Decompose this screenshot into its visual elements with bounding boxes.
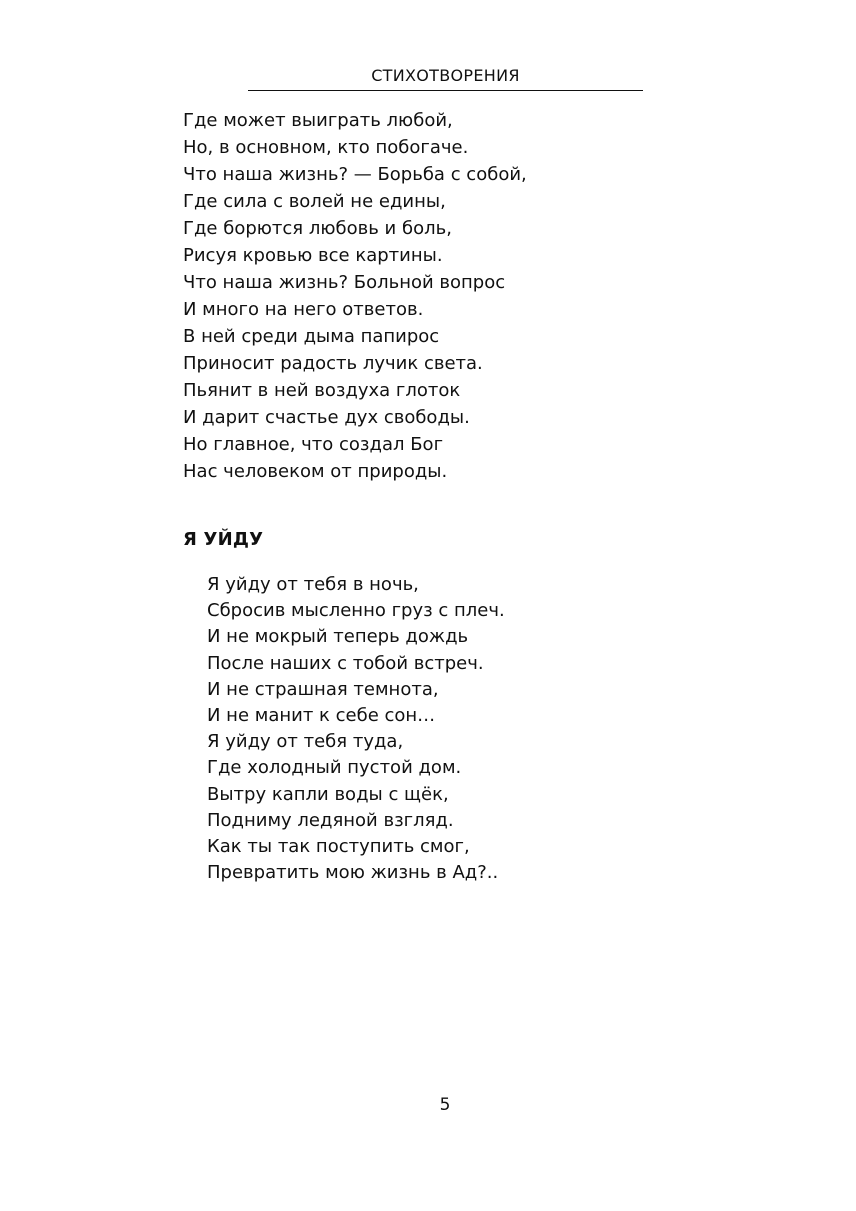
verse-line: Превратить мою жизнь в Ад?.. xyxy=(207,862,499,884)
verse-line: Как ты так поступить смог, xyxy=(207,835,470,857)
verse-line: И не манит к себе сон… xyxy=(207,704,436,726)
running-header: СТИХОТВОРЕНИЯ xyxy=(248,64,643,91)
verse-line: Сбросив мысленно груз с плеч. xyxy=(207,600,505,622)
poem-continuation xyxy=(183,107,527,485)
verse-line: Я уйду от тебя туда, xyxy=(207,731,404,753)
verse-line: Но главное, что создал Бог xyxy=(183,434,444,455)
verse-line: И не мокрый теперь дождь xyxy=(207,626,469,648)
verse-line: После наших с тобой встреч. xyxy=(207,652,484,674)
verse-line: Подниму ледяной взгляд. xyxy=(207,809,454,831)
verse-line: Рисуя кровью все картины. xyxy=(183,245,443,266)
verse-line: И дарит счастье дух свободы. xyxy=(183,407,470,428)
verse-line: Но, в основном, кто побогаче. xyxy=(183,137,469,158)
poem-title: Я УЙДУ xyxy=(183,529,264,550)
verse-line: Пьянит в ней воздуха глоток xyxy=(183,380,461,401)
verse-line: Где холодный пустой дом. xyxy=(207,757,462,779)
verse-line: Вытру капли воды с щёк, xyxy=(207,783,449,805)
verse-line: Где сила с волей не едины, xyxy=(183,191,446,212)
verse-line: Что наша жизнь? Больной вопрос xyxy=(183,272,506,293)
verse-line: В ней среди дыма папирос xyxy=(183,326,440,347)
page-number: 5 xyxy=(439,1095,451,1115)
verse-line: Что наша жизнь? — Борьба с собой, xyxy=(183,164,527,185)
verse-line: Нас человеком от природы. xyxy=(183,461,448,482)
verse-line: Приносит радость лучик света. xyxy=(183,353,483,374)
poem-body xyxy=(207,572,505,886)
verse-line: Где борются любовь и боль, xyxy=(183,218,452,239)
verse-line: И много на него ответов. xyxy=(183,299,424,320)
verse-line: И не страшная темнота, xyxy=(207,678,439,700)
verse-line: Я уйду от тебя в ночь, xyxy=(207,574,419,595)
verse-line: Где может выиграть любой, xyxy=(183,110,453,131)
